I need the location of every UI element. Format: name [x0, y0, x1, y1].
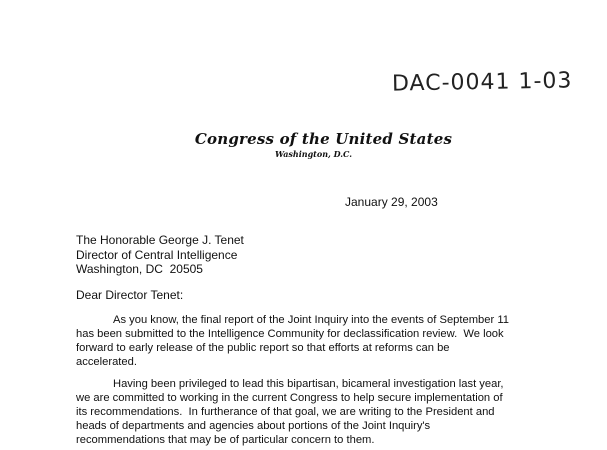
- letterhead-title: Congress of the United States: [194, 130, 453, 148]
- recipient-name: The Honorable George J. Tenet: [76, 233, 244, 247]
- recipient-city: Washington, DC 20505: [76, 262, 203, 276]
- paragraph-1-line-4: accelerated.: [76, 356, 137, 368]
- paragraph-2-line-4: heads of departments and agencies about portions of the Joint Inquiry's: [76, 420, 431, 432]
- paragraph-1: [76, 313, 546, 369]
- salutation: Dear Director Tenet:: [76, 288, 184, 302]
- paragraph-1-line-3: forward to early release of the public report so that efforts at reforms can be: [76, 342, 450, 354]
- letterhead-location: Washington, D.C.: [274, 149, 353, 159]
- letter-date: January 29, 2003: [345, 195, 438, 209]
- letterhead: [0, 130, 607, 159]
- recipient-title: Director of Central Intelligence: [76, 247, 238, 262]
- paragraph-2: [76, 377, 546, 447]
- recipient-address: [76, 233, 244, 277]
- paragraph-2-line-1: Having been privileged to lead this bipartisan, bicameral investigation last year,: [113, 378, 504, 390]
- paragraph-2-line-3: its recommendations. In furtherance of that goal, we are writing to the President and: [76, 406, 495, 418]
- paragraph-2-line-2: we are committed to working in the current Congress to help secure implementation of: [76, 392, 503, 404]
- paragraph-1-line-2: has been submitted to the Intelligence Community for declassification review. We look: [76, 328, 504, 340]
- paragraph-2-line-5: recommendations that may be of particular concern to them.: [76, 434, 375, 446]
- paragraph-1-line-1: As you know, the final report of the Joint Inquiry into the events of September 11: [113, 314, 509, 326]
- handwritten-document-code: DAC-0041 1-03: [391, 68, 573, 97]
